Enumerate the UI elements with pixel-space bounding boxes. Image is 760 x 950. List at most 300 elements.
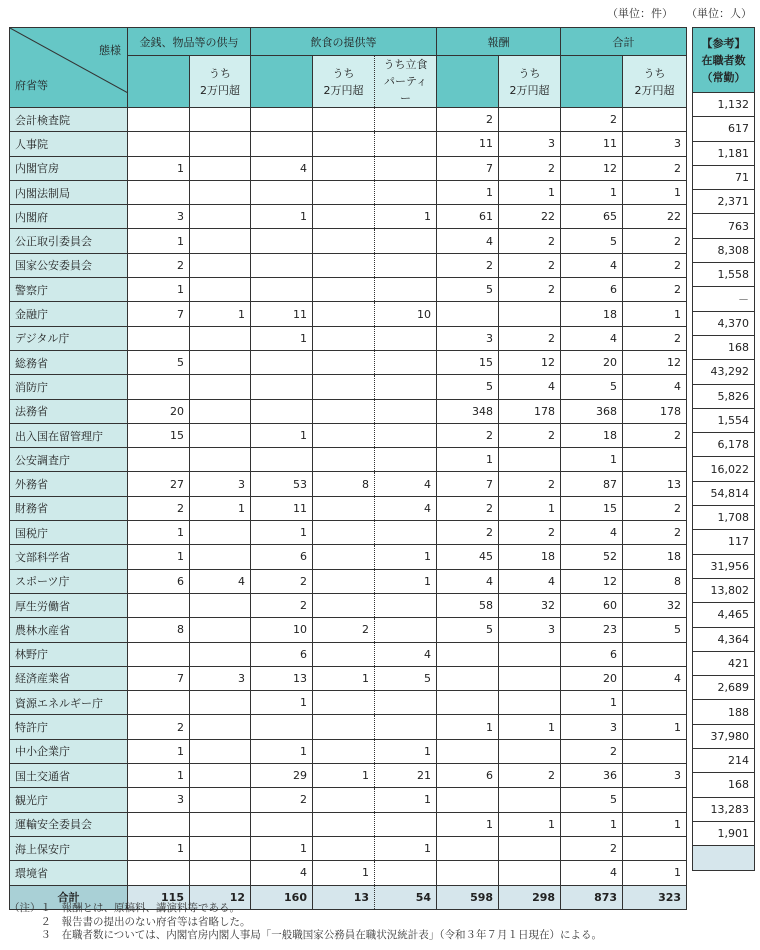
ministry-name: 公正取引委員会 — [10, 229, 128, 253]
value-cell — [623, 448, 687, 472]
value-cell: 1 — [561, 812, 623, 836]
value-cell: 1 — [128, 156, 190, 180]
value-cell — [313, 399, 375, 423]
value-cell: 2 — [499, 326, 561, 350]
value-cell: 1 — [313, 666, 375, 690]
value-cell — [499, 642, 561, 666]
table-row — [10, 326, 687, 350]
value-cell: 4 — [251, 156, 313, 180]
value-cell — [313, 350, 375, 374]
ministry-name: 消防庁 — [10, 375, 128, 399]
value-cell: 7 — [128, 666, 190, 690]
value-cell — [499, 666, 561, 690]
table-row — [10, 180, 687, 204]
value-cell: 1 — [375, 836, 437, 860]
value-cell — [375, 861, 437, 885]
value-cell: 1 — [437, 180, 499, 204]
table-row — [10, 569, 687, 593]
staff-count — [693, 846, 755, 870]
ref-row — [693, 141, 755, 165]
value-cell — [313, 569, 375, 593]
staff-count: 1,708 — [693, 506, 755, 530]
value-cell — [190, 812, 251, 836]
ref-row — [693, 554, 755, 578]
staff-count: 421 — [693, 651, 755, 675]
value-cell — [375, 423, 437, 447]
corner-bottom-label: 府省等 — [15, 79, 48, 92]
corner-top-label: 態様 — [99, 44, 121, 57]
value-cell — [313, 375, 375, 399]
value-cell: 4 — [375, 496, 437, 520]
value-cell — [375, 278, 437, 302]
value-cell — [313, 278, 375, 302]
value-cell: 2 — [561, 108, 623, 132]
value-cell: 1 — [623, 302, 687, 326]
value-cell — [251, 715, 313, 739]
ref-row — [693, 214, 755, 238]
value-cell — [128, 448, 190, 472]
value-cell — [128, 691, 190, 715]
value-cell — [128, 108, 190, 132]
staff-count: 13,802 — [693, 578, 755, 602]
value-cell: 53 — [251, 472, 313, 496]
value-cell: 6 — [251, 642, 313, 666]
value-cell — [190, 642, 251, 666]
value-cell — [190, 618, 251, 642]
value-cell: 3 — [561, 715, 623, 739]
value-cell — [313, 836, 375, 860]
staff-count: 1,132 — [693, 93, 755, 117]
value-cell: 2 — [499, 423, 561, 447]
value-cell: 12 — [561, 156, 623, 180]
value-cell — [375, 253, 437, 277]
ref-row — [693, 530, 755, 554]
value-cell — [190, 132, 251, 156]
value-cell — [313, 229, 375, 253]
staff-count: 13,283 — [693, 797, 755, 821]
value-cell: 2 — [251, 788, 313, 812]
value-cell — [190, 764, 251, 788]
table-row — [10, 788, 687, 812]
value-cell — [190, 739, 251, 763]
ministry-name: 林野庁 — [10, 642, 128, 666]
staff-count: 168 — [693, 773, 755, 797]
table-row — [10, 350, 687, 374]
value-cell: 1 — [128, 521, 190, 545]
table-row — [10, 861, 687, 885]
value-cell — [190, 156, 251, 180]
value-cell: 2 — [251, 569, 313, 593]
table-row — [10, 156, 687, 180]
ministry-name: デジタル庁 — [10, 326, 128, 350]
value-cell — [190, 593, 251, 617]
ref-row — [693, 506, 755, 530]
value-cell: 32 — [623, 593, 687, 617]
value-cell: 3 — [128, 788, 190, 812]
table-row — [10, 618, 687, 642]
table-row — [10, 812, 687, 836]
value-cell — [375, 180, 437, 204]
value-cell: 54 — [375, 885, 437, 909]
value-cell — [313, 739, 375, 763]
value-cell: 2 — [251, 593, 313, 617]
ref-row — [693, 651, 755, 675]
staff-count: 6,178 — [693, 433, 755, 457]
corner-header — [10, 28, 128, 108]
value-cell: 12 — [499, 350, 561, 374]
value-cell: 15 — [437, 350, 499, 374]
value-cell: 1 — [128, 545, 190, 569]
ministry-name: 環境省 — [10, 861, 128, 885]
staff-count: 117 — [693, 530, 755, 554]
staff-count: 1,554 — [693, 408, 755, 432]
ministry-name: 海上保安庁 — [10, 836, 128, 860]
table-row — [10, 423, 687, 447]
value-cell — [623, 788, 687, 812]
value-cell — [313, 691, 375, 715]
value-cell: 1 — [128, 764, 190, 788]
group-food-drink: 飲食の提供等 — [251, 28, 437, 56]
sub-over20k: うち 2万円超 — [313, 56, 375, 108]
value-cell: 1 — [251, 205, 313, 229]
value-cell — [375, 399, 437, 423]
value-cell: 6 — [561, 278, 623, 302]
value-cell: 45 — [437, 545, 499, 569]
value-cell — [375, 521, 437, 545]
value-cell: 1 — [128, 278, 190, 302]
value-cell: 21 — [375, 764, 437, 788]
value-cell: 13 — [251, 666, 313, 690]
value-cell: 1 — [375, 205, 437, 229]
value-cell: 873 — [561, 885, 623, 909]
value-cell — [499, 448, 561, 472]
value-cell: 1 — [251, 691, 313, 715]
ministry-name: 特許庁 — [10, 715, 128, 739]
ref-row — [693, 457, 755, 481]
value-cell: 298 — [499, 885, 561, 909]
value-cell: 4 — [437, 569, 499, 593]
value-cell: 2 — [623, 253, 687, 277]
value-cell — [375, 448, 437, 472]
ref-row — [693, 93, 755, 117]
staff-count: 71 — [693, 165, 755, 189]
value-cell: 1 — [623, 861, 687, 885]
table-row — [10, 472, 687, 496]
value-cell: 61 — [437, 205, 499, 229]
staff-count: 1,901 — [693, 821, 755, 845]
value-cell: 6 — [128, 569, 190, 593]
value-cell: 2 — [499, 764, 561, 788]
ref-row — [693, 578, 755, 602]
value-cell — [313, 180, 375, 204]
ministry-name: スポーツ庁 — [10, 569, 128, 593]
value-cell — [437, 739, 499, 763]
value-cell: 4 — [561, 253, 623, 277]
ref-row — [693, 797, 755, 821]
value-cell — [313, 423, 375, 447]
ministry-name: 金融庁 — [10, 302, 128, 326]
value-cell: 5 — [437, 375, 499, 399]
value-cell — [190, 423, 251, 447]
table-row — [10, 545, 687, 569]
value-cell — [190, 545, 251, 569]
value-cell: 7 — [128, 302, 190, 326]
value-cell: 323 — [623, 885, 687, 909]
value-cell: 7 — [437, 156, 499, 180]
value-cell — [437, 836, 499, 860]
value-cell: 4 — [190, 569, 251, 593]
ref-row — [693, 433, 755, 457]
value-cell — [251, 229, 313, 253]
value-cell — [375, 375, 437, 399]
value-cell: 2 — [313, 618, 375, 642]
value-cell: 4 — [561, 861, 623, 885]
value-cell: 1 — [375, 545, 437, 569]
value-cell: 12 — [190, 885, 251, 909]
value-cell: 5 — [561, 375, 623, 399]
value-cell: 5 — [561, 788, 623, 812]
ref-row — [693, 311, 755, 335]
value-cell: 2 — [623, 229, 687, 253]
value-cell — [128, 642, 190, 666]
value-cell: 2 — [437, 423, 499, 447]
value-cell: 18 — [561, 423, 623, 447]
staff-count: 617 — [693, 117, 755, 141]
value-cell: 1 — [499, 715, 561, 739]
value-cell — [375, 229, 437, 253]
value-cell: 1 — [313, 764, 375, 788]
unit-cases: （単位：件） — [607, 7, 673, 20]
ref-row — [693, 724, 755, 748]
note-1: （注）１ 報酬とは、原稿料、講演料等である。 — [9, 902, 240, 914]
staff-count: 1,558 — [693, 263, 755, 287]
ref-row — [693, 603, 755, 627]
value-cell — [190, 691, 251, 715]
value-cell: 60 — [561, 593, 623, 617]
value-cell: 3 — [623, 764, 687, 788]
value-cell: 1 — [190, 496, 251, 520]
staff-count: 4,465 — [693, 603, 755, 627]
staff-count: － — [693, 287, 755, 311]
value-cell: 2 — [128, 715, 190, 739]
value-cell: 11 — [561, 132, 623, 156]
value-cell: 1 — [437, 812, 499, 836]
value-cell: 22 — [623, 205, 687, 229]
staff-count: 188 — [693, 700, 755, 724]
ministry-name: 国家公安委員会 — [10, 253, 128, 277]
staff-count: 2,371 — [693, 190, 755, 214]
value-cell: 7 — [437, 472, 499, 496]
table-row — [10, 278, 687, 302]
value-cell — [375, 812, 437, 836]
value-cell — [190, 253, 251, 277]
value-cell — [128, 375, 190, 399]
value-cell: 2 — [623, 496, 687, 520]
value-cell: 10 — [375, 302, 437, 326]
value-cell — [437, 788, 499, 812]
value-cell: 4 — [437, 229, 499, 253]
staff-count: 168 — [693, 335, 755, 359]
value-cell: 1 — [251, 836, 313, 860]
value-cell — [623, 108, 687, 132]
value-cell: 2 — [128, 496, 190, 520]
ministry-name: 文部科学省 — [10, 545, 128, 569]
value-cell: 3 — [128, 205, 190, 229]
value-cell — [375, 715, 437, 739]
value-cell: 2 — [128, 253, 190, 277]
value-cell — [251, 399, 313, 423]
ministry-name: 人事院 — [10, 132, 128, 156]
value-cell — [499, 861, 561, 885]
value-cell: 5 — [623, 618, 687, 642]
value-cell: 18 — [623, 545, 687, 569]
value-cell — [128, 861, 190, 885]
staff-count: 1,181 — [693, 141, 755, 165]
value-cell: 2 — [499, 253, 561, 277]
ref-row — [693, 676, 755, 700]
ref-row — [693, 627, 755, 651]
value-cell: 1 — [499, 812, 561, 836]
value-cell: 5 — [561, 229, 623, 253]
value-cell: 4 — [561, 521, 623, 545]
table-row — [10, 764, 687, 788]
value-cell — [251, 253, 313, 277]
value-cell: 22 — [499, 205, 561, 229]
table-row — [10, 496, 687, 520]
value-cell: 2 — [561, 836, 623, 860]
value-cell — [375, 132, 437, 156]
staff-count: 4,364 — [693, 627, 755, 651]
value-cell: 4 — [375, 472, 437, 496]
value-cell: 1 — [190, 302, 251, 326]
note-2: ２ 報告書の提出のない府省等は省略した。 — [9, 915, 251, 928]
value-cell: 2 — [437, 108, 499, 132]
sub-over20k: うち 2万円超 — [623, 56, 687, 108]
sub-standing-party: うち立食 パーティー — [375, 56, 437, 108]
table-row — [10, 739, 687, 763]
table-row — [10, 253, 687, 277]
value-cell: 6 — [561, 642, 623, 666]
ministry-name: 厚生労働省 — [10, 593, 128, 617]
value-cell: 1 — [313, 861, 375, 885]
value-cell: 1 — [128, 836, 190, 860]
value-cell — [313, 205, 375, 229]
note-3: ３ 在職者数については、内閣官房内閣人事局「一般職国家公務員在職状況統計表」（令和３年７月１日現在）による。 — [9, 929, 603, 941]
value-cell: 5 — [437, 278, 499, 302]
value-cell: 20 — [128, 399, 190, 423]
value-cell — [499, 691, 561, 715]
value-cell — [190, 399, 251, 423]
table-row — [10, 399, 687, 423]
value-cell — [251, 812, 313, 836]
value-cell — [128, 180, 190, 204]
value-cell: 1 — [437, 448, 499, 472]
value-cell — [313, 108, 375, 132]
value-cell: 2 — [623, 423, 687, 447]
value-cell: 5 — [437, 618, 499, 642]
value-cell: 178 — [499, 399, 561, 423]
value-cell: 2 — [623, 278, 687, 302]
ref-row — [693, 821, 755, 845]
ministry-name: 農林水産省 — [10, 618, 128, 642]
ref-row — [693, 384, 755, 408]
value-cell — [190, 108, 251, 132]
value-cell: 8 — [313, 472, 375, 496]
value-cell — [128, 326, 190, 350]
value-cell: 1 — [251, 521, 313, 545]
value-cell: 4 — [375, 642, 437, 666]
value-cell: 13 — [313, 885, 375, 909]
table-row — [10, 593, 687, 617]
ministry-name: 資源エネルギー庁 — [10, 691, 128, 715]
table-row — [10, 642, 687, 666]
value-cell: 3 — [190, 472, 251, 496]
ministry-name: 総務省 — [10, 350, 128, 374]
value-cell — [251, 278, 313, 302]
reference-staff-table — [692, 27, 755, 871]
value-cell: 18 — [561, 302, 623, 326]
ref-row — [693, 749, 755, 773]
value-cell: 4 — [623, 666, 687, 690]
value-cell — [190, 715, 251, 739]
value-cell: 2 — [437, 253, 499, 277]
value-cell — [499, 302, 561, 326]
value-cell: 3 — [499, 618, 561, 642]
value-cell: 10 — [251, 618, 313, 642]
ministry-name: 出入国在留管理庁 — [10, 423, 128, 447]
value-cell: 2 — [499, 472, 561, 496]
value-cell — [190, 326, 251, 350]
staff-count: 31,956 — [693, 554, 755, 578]
value-cell: 12 — [623, 350, 687, 374]
value-cell: 2 — [623, 326, 687, 350]
value-cell: 20 — [561, 666, 623, 690]
table-row — [10, 132, 687, 156]
value-cell — [128, 593, 190, 617]
value-cell: 1 — [561, 691, 623, 715]
value-cell: 1 — [375, 788, 437, 812]
value-cell: 15 — [128, 423, 190, 447]
value-cell — [190, 448, 251, 472]
value-cell: 11 — [251, 496, 313, 520]
value-cell: 13 — [623, 472, 687, 496]
value-cell — [313, 642, 375, 666]
ministry-name: 警察庁 — [10, 278, 128, 302]
ref-row — [693, 846, 755, 870]
ministry-name: 内閣官房 — [10, 156, 128, 180]
sub-over20k: うち 2万円超 — [190, 56, 251, 108]
value-cell: 87 — [561, 472, 623, 496]
ref-header: 【参考】 在職者数 （常勤） — [693, 28, 755, 93]
value-cell — [190, 278, 251, 302]
value-cell — [313, 715, 375, 739]
value-cell: 3 — [499, 132, 561, 156]
value-cell: 1 — [251, 739, 313, 763]
value-cell — [251, 375, 313, 399]
value-cell — [375, 618, 437, 642]
value-cell — [313, 253, 375, 277]
value-cell — [375, 350, 437, 374]
value-cell: 8 — [623, 569, 687, 593]
value-cell: 1 — [623, 812, 687, 836]
value-cell: 23 — [561, 618, 623, 642]
value-cell — [190, 836, 251, 860]
value-cell — [251, 108, 313, 132]
value-cell: 160 — [251, 885, 313, 909]
table-row — [10, 521, 687, 545]
value-cell — [251, 448, 313, 472]
value-cell: 1 — [623, 180, 687, 204]
